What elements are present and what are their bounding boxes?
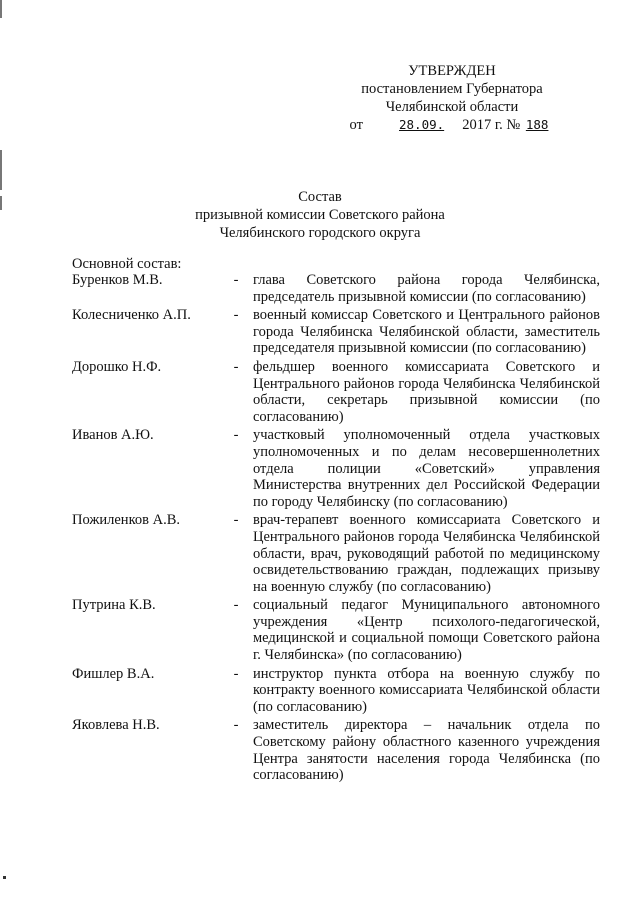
member-name: Фишлер В.А. [72, 665, 155, 682]
member-entry [72, 307, 600, 357]
member-dash: - [233, 717, 239, 734]
member-entry [72, 272, 600, 305]
approval-line: Челябинской области [385, 99, 519, 115]
title-line: Состав [298, 189, 342, 205]
member-roster [72, 272, 600, 784]
member-dash: - [233, 512, 239, 529]
member-dash: - [233, 272, 239, 288]
member-dash: - [233, 597, 239, 614]
member-dash: - [233, 307, 239, 324]
date-value: 28.09. [399, 117, 445, 132]
member-role: инструктор пункта отбора на военную службу по контракту военного комиссариата Челябинской области (по согласованию) [253, 665, 600, 715]
member-role: участковый уполномоченный отдела участковых уполномоченных и по делам несовершеннолетних отдела полиции «Советский» управления Министерства внутренних дел Российской Федерации по городу Челябинску (по согласованию) [253, 427, 600, 510]
member-name: Буренков М.В. [72, 272, 163, 288]
scan-edge-mark [0, 196, 2, 210]
member-name: Пожиленков А.В. [72, 512, 180, 529]
member-role: военный комиссар Советского и Центрального районов города Челябинска Челябинской области, заместитель председателя призывной комиссии (по согласованию) [253, 307, 600, 357]
member-dash: - [233, 358, 239, 375]
member-entry [72, 597, 600, 663]
member-role: врач-терапевт военного комиссариата Советского и Центрального районов города Челябинска Челябинской области, врач, руководящий работой по медицинскому освидетельствованию граждан, подлежащих призыву на военную службу (по согласованию) [253, 512, 600, 595]
approval-line: постановлением Губернатора [361, 81, 543, 97]
member-name: Путрина К.В. [72, 597, 156, 614]
member-name: Дорошко Н.Ф. [72, 358, 162, 375]
member-role: глава Советского района города Челябинска, председатель призывной комиссии (по согласованию) [253, 272, 600, 305]
scan-edge-mark [0, 150, 2, 190]
member-name: Яковлева Н.В. [72, 717, 160, 734]
member-entry [72, 512, 600, 595]
member-dash: - [233, 427, 239, 444]
member-name: Иванов А.Ю. [72, 427, 154, 444]
member-entry [72, 666, 600, 716]
approval-stamp-block [330, 62, 574, 134]
member-dash: - [233, 665, 239, 682]
year-text: 2017 г. № [462, 117, 521, 133]
member-role: фельдшер военного комиссариата Советского и Центрального районов города Челябинска Челябинской области, секретарь призывной комиссии (по согласованию) [253, 358, 600, 425]
member-entry [72, 359, 600, 425]
resolution-number: 188 [525, 117, 549, 132]
member-entry [72, 717, 600, 783]
document-title [150, 188, 490, 242]
from-label: от [349, 117, 363, 133]
member-entry [72, 427, 600, 510]
scan-edge-mark [0, 0, 2, 18]
member-role: заместитель директора – начальник отдела по Советскому району областного казенного учреждения Центра занятости населения города Челябинска (по согласованию) [253, 717, 600, 784]
approval-heading: УТВЕРЖДЕН [408, 63, 496, 79]
member-name: Колесниченко А.П. [72, 307, 191, 324]
member-role: социальный педагог Муниципального автономного учреждения «Центр психолого-педагогической, медицинской и социальной помощи Советского района г. Челябинска» (по согласованию) [253, 597, 600, 664]
title-line: призывной комиссии Советского района [195, 207, 445, 223]
approval-date-line [330, 116, 574, 134]
section-heading: Основной состав: [72, 256, 182, 272]
title-line: Челябинского городского округа [219, 225, 421, 241]
scan-corner-mark [3, 876, 6, 879]
